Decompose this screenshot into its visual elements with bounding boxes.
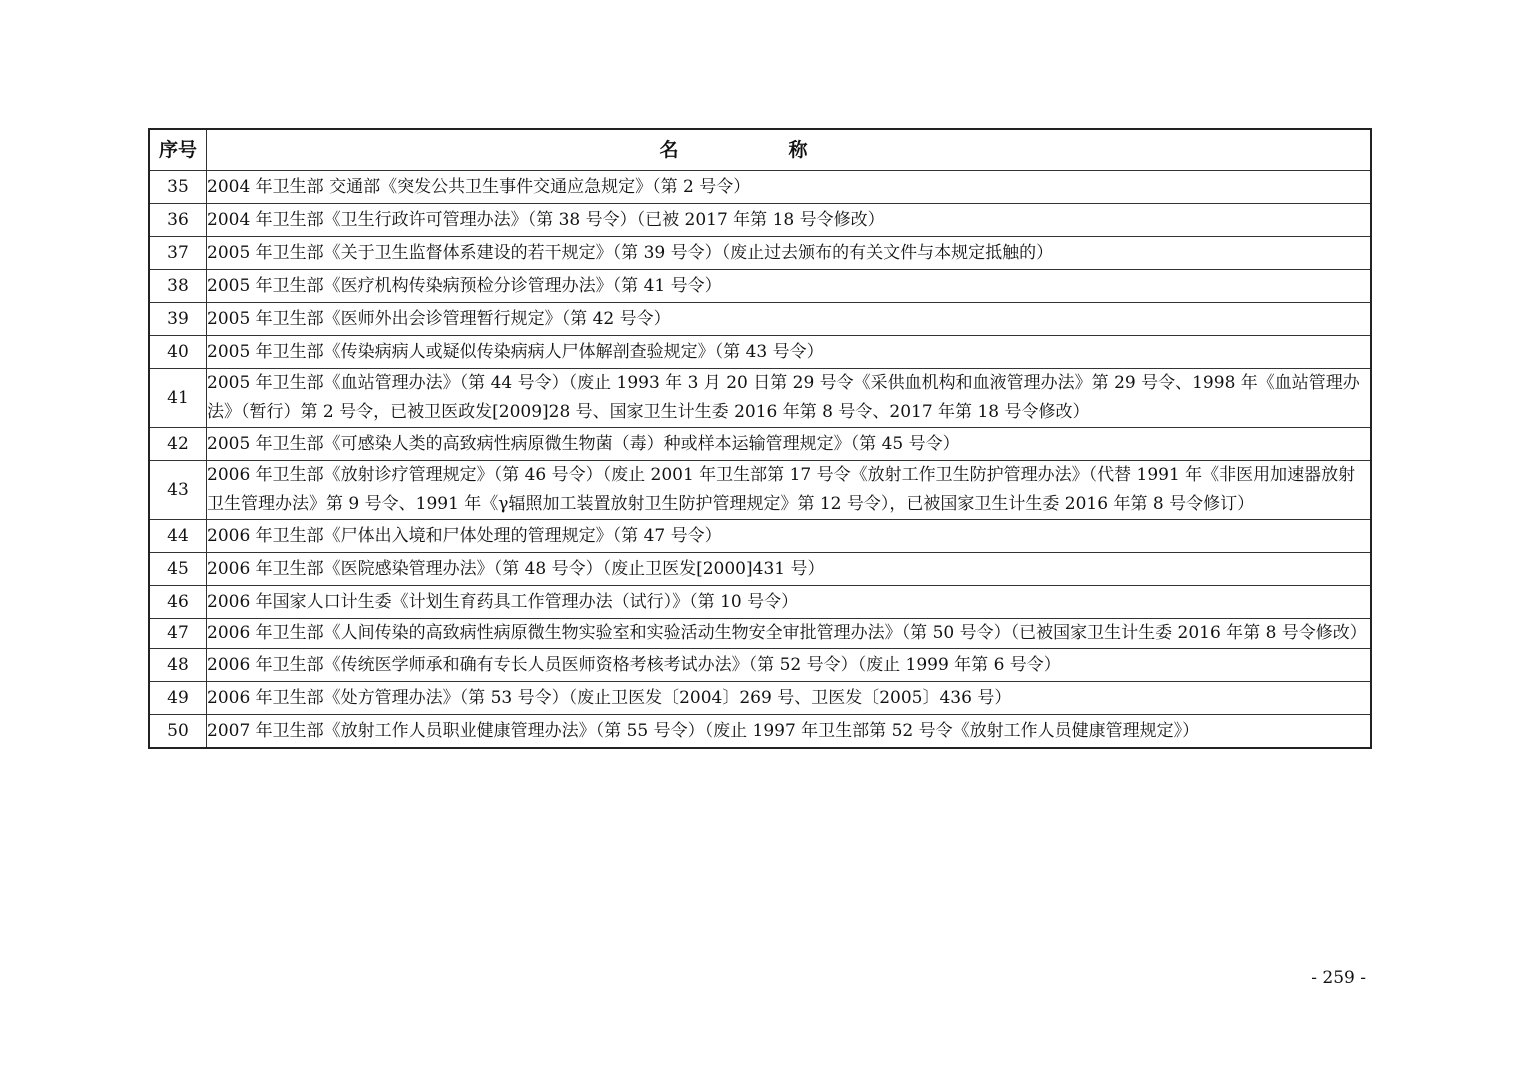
row-name: 2005 年卫生部《医疗机构传染病预检分诊管理办法》（第 41 号令） — [207, 270, 1372, 303]
table-row — [149, 553, 1371, 586]
table-row — [149, 682, 1371, 715]
table-row — [149, 303, 1371, 336]
table-body — [149, 171, 1371, 749]
row-number: 50 — [149, 715, 207, 749]
row-name: 2005 年卫生部《可感染人类的高致病性病原微生物菌（毒）种或样本运输管理规定》（第 45 号令） — [207, 428, 1372, 461]
regulations-table — [148, 128, 1372, 749]
row-name: 2004 年卫生部《卫生行政许可管理办法》（第 38 号令）（已被 2017 年第 18 号令修改） — [207, 204, 1372, 237]
row-number: 37 — [149, 237, 207, 270]
table-row — [149, 204, 1371, 237]
row-number: 48 — [149, 649, 207, 682]
row-name: 2006 年卫生部《放射诊疗管理规定》（第 46 号令）（废止 2001 年卫生部第 17 号令《放射工作卫生防护管理办法》（代替 1991 年《非医用加速器放射卫生管理办法》第 9 号令、1991 年《γ辐照加工装置放射卫生防护管理规定》第 12 号令），已被国家卫生计生委 2016 年第 8 号令修订） — [207, 461, 1372, 520]
table-row — [149, 649, 1371, 682]
table-row — [149, 715, 1371, 749]
row-number: 36 — [149, 204, 207, 237]
row-name: 2005 年卫生部《医师外出会诊管理暂行规定》（第 42 号令） — [207, 303, 1372, 336]
header-name: 名称 — [207, 129, 1372, 171]
row-number: 43 — [149, 461, 207, 520]
row-number: 41 — [149, 369, 207, 428]
table-row — [149, 369, 1371, 428]
table-row — [149, 237, 1371, 270]
row-number: 39 — [149, 303, 207, 336]
row-name: 2006 年卫生部《传统医学师承和确有专长人员医师资格考核考试办法》（第 52 号令）（废止 1999 年第 6 号令） — [207, 649, 1372, 682]
table-row — [149, 428, 1371, 461]
table-row — [149, 520, 1371, 553]
page-number: - 259 - — [1311, 968, 1366, 988]
row-number: 35 — [149, 171, 207, 204]
header-number: 序号 — [149, 129, 207, 171]
row-number: 38 — [149, 270, 207, 303]
table-row — [149, 586, 1371, 619]
table-row — [149, 619, 1371, 649]
table-row — [149, 171, 1371, 204]
row-name: 2005 年卫生部《关于卫生监督体系建设的若干规定》（第 39 号令）（废止过去颁布的有关文件与本规定抵触的） — [207, 237, 1372, 270]
row-name: 2007 年卫生部《放射工作人员职业健康管理办法》（第 55 号令）（废止 1997 年卫生部第 52 号令《放射工作人员健康管理规定》） — [207, 715, 1372, 749]
row-number: 49 — [149, 682, 207, 715]
row-name: 2006 年卫生部《尸体出入境和尸体处理的管理规定》（第 47 号令） — [207, 520, 1372, 553]
row-name: 2006 年卫生部《医院感染管理办法》（第 48 号令）（废止卫医发[2000]431 号） — [207, 553, 1372, 586]
row-number: 40 — [149, 336, 207, 369]
table-row — [149, 461, 1371, 520]
row-number: 47 — [149, 619, 207, 649]
row-number: 45 — [149, 553, 207, 586]
row-name: 2006 年卫生部《处方管理办法》（第 53 号令）（废止卫医发〔2004〕269 号、卫医发〔2005〕436 号） — [207, 682, 1372, 715]
row-name: 2006 年卫生部《人间传染的高致病性病原微生物实验室和实验活动生物安全审批管理办法》（第 50 号令）（已被国家卫生计生委 2016 年第 8 号令修改） — [207, 619, 1372, 649]
table-header-row — [149, 129, 1371, 171]
row-number: 42 — [149, 428, 207, 461]
row-number: 46 — [149, 586, 207, 619]
table-row — [149, 336, 1371, 369]
row-name: 2004 年卫生部 交通部《突发公共卫生事件交通应急规定》（第 2 号令） — [207, 171, 1372, 204]
row-name: 2005 年卫生部《传染病病人或疑似传染病病人尸体解剖查验规定》（第 43 号令） — [207, 336, 1372, 369]
row-name: 2006 年国家人口计生委《计划生育药具工作管理办法（试行）》（第 10 号令） — [207, 586, 1372, 619]
row-number: 44 — [149, 520, 207, 553]
row-name: 2005 年卫生部《血站管理办法》（第 44 号令）（废止 1993 年 3 月 20 日第 29 号令《采供血机构和血液管理办法》第 29 号令、1998 年《血站管理办法》（暂行）第 2 号令，已被卫医政发[2009]28 号、国家卫生计生委 2016 年第 8 号令、2017 年第 18 号令修改） — [207, 369, 1372, 428]
table-row — [149, 270, 1371, 303]
